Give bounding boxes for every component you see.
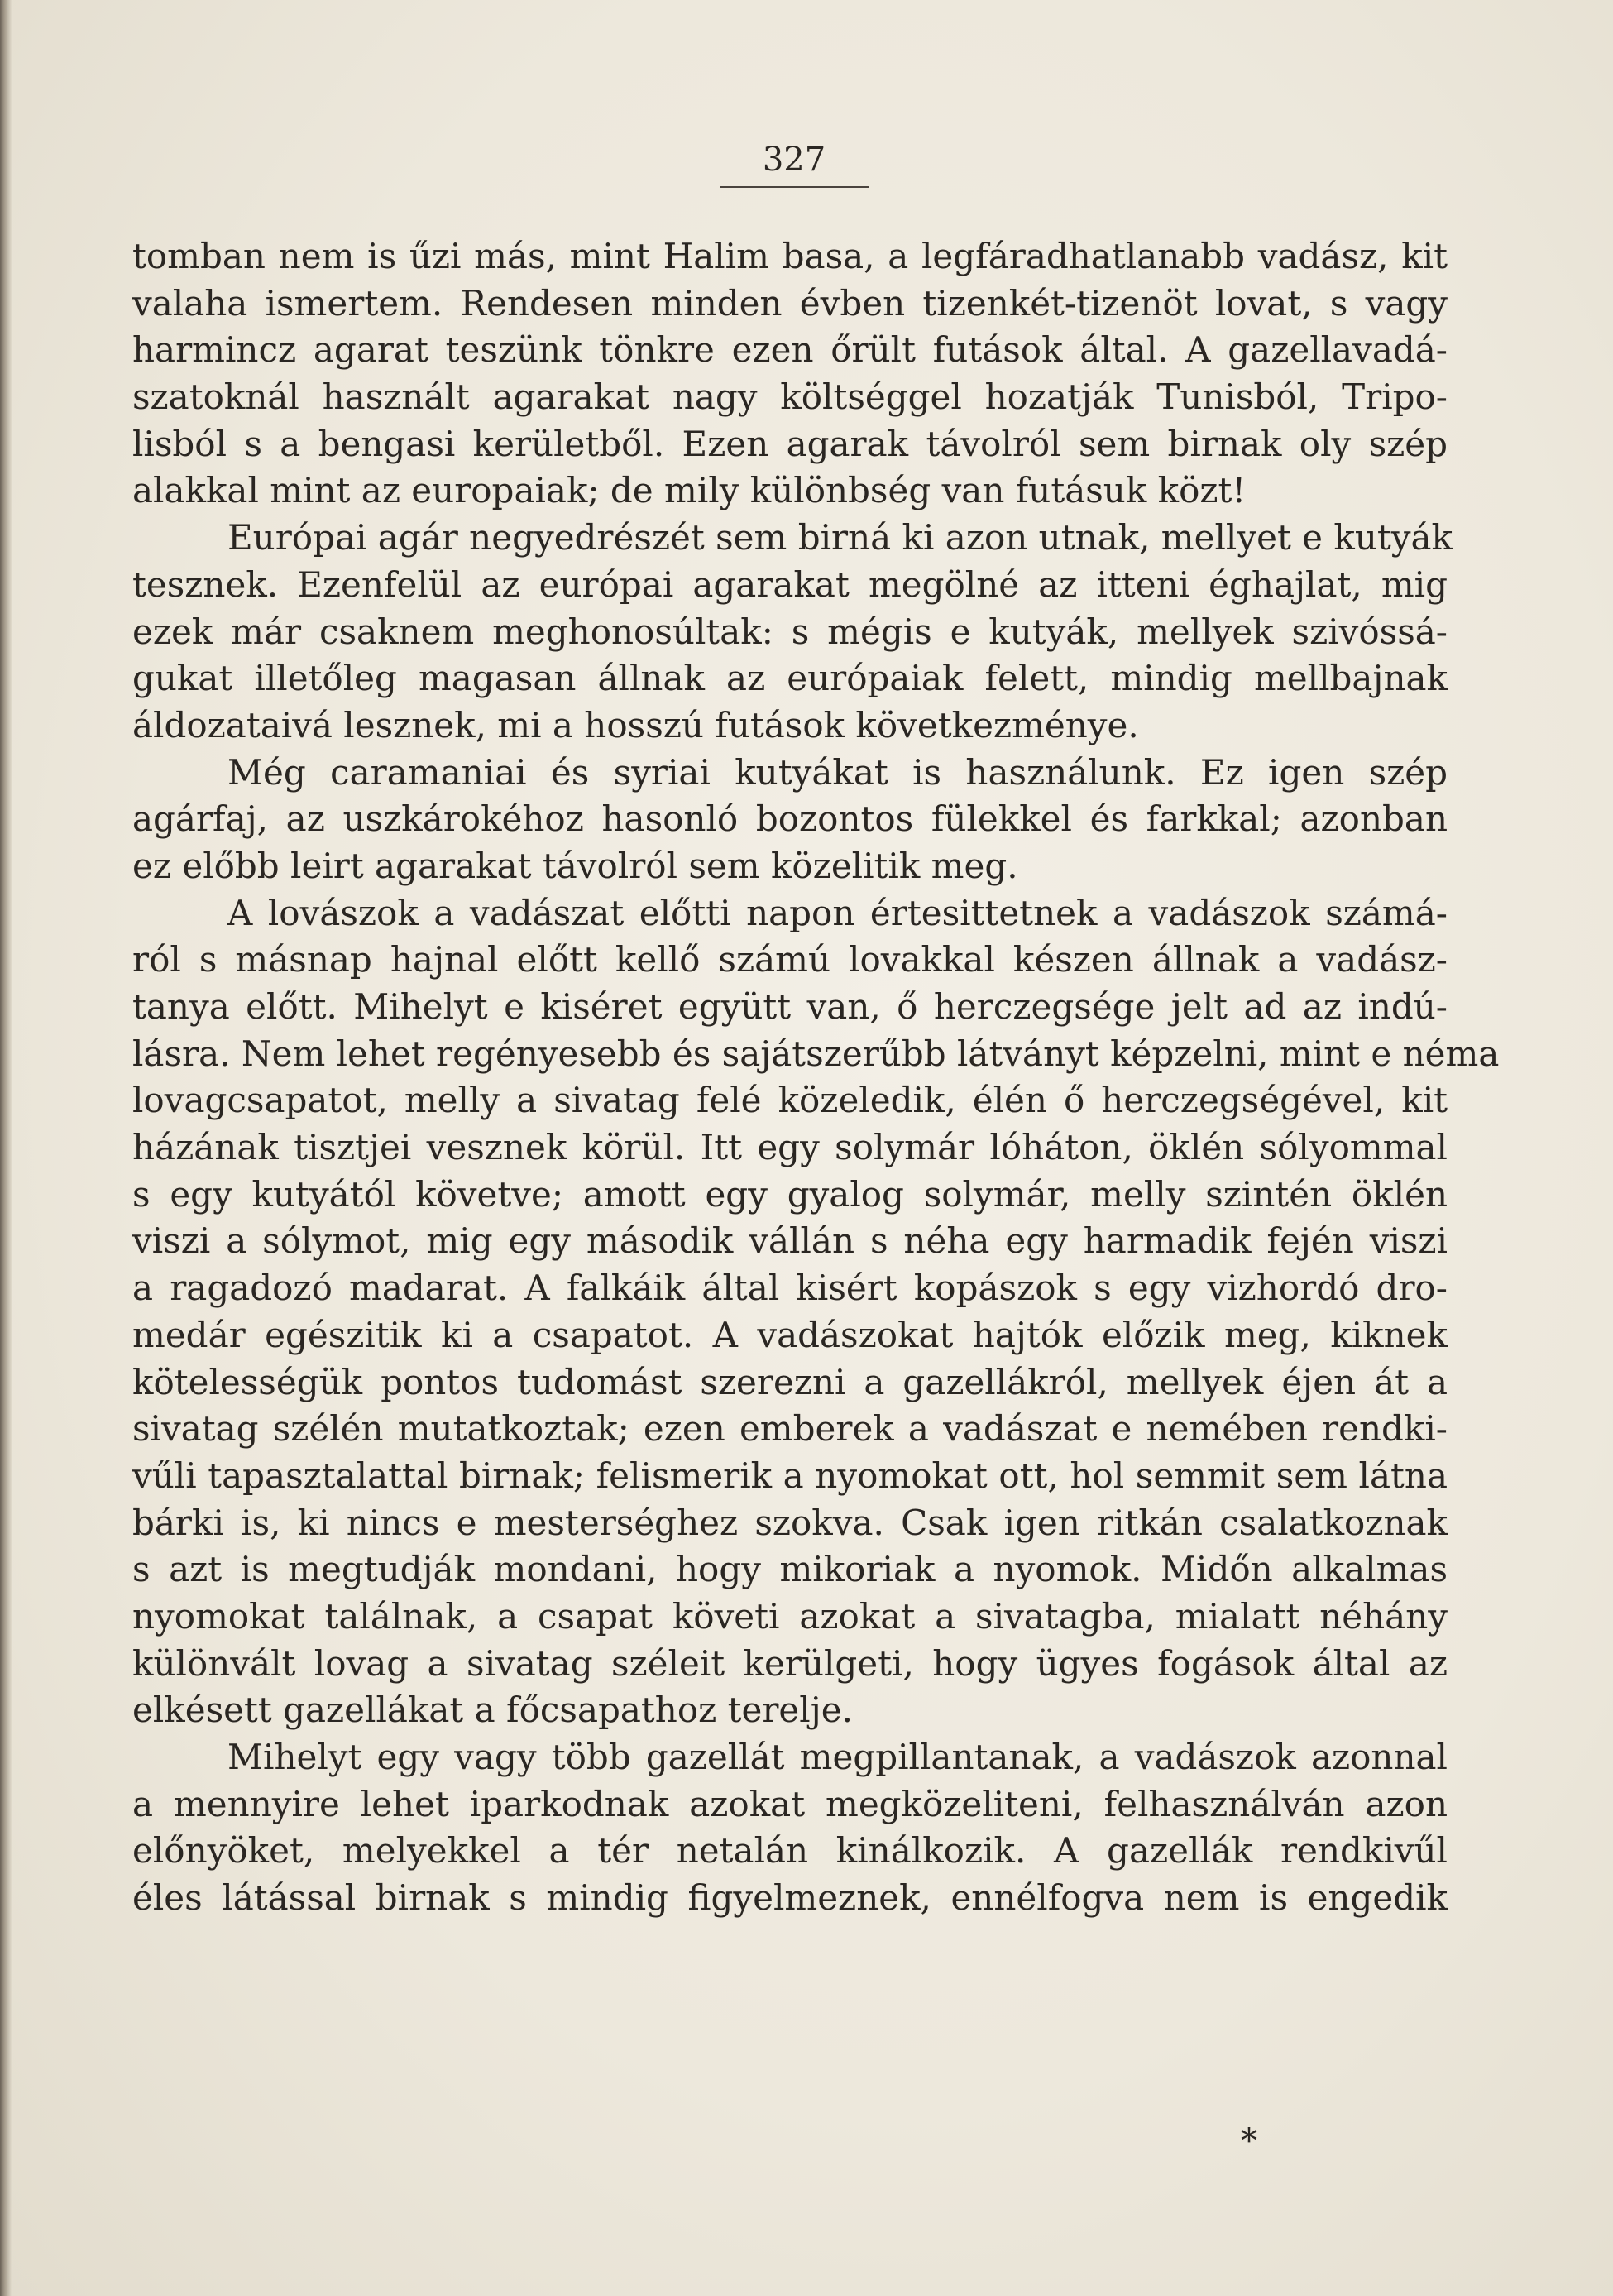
text-line: éles látással birnak s mindig figyelmeznek, ennélfogva nem is engedik xyxy=(132,1877,1448,1919)
text-line: szatoknál használt agarakat nagy költséggel hozatják Tunisból, Tripo- xyxy=(132,376,1448,418)
page-number-rule xyxy=(720,186,869,188)
body-text xyxy=(132,233,1500,1922)
text-line: bárki is, ki nincs e mesterséghez szokva. Csak igen ritkán csalatkoznak xyxy=(132,1502,1448,1543)
text-line: tomban nem is űzi más, mint Halim basa, a legfáradhatlanabb vadász, kit xyxy=(132,236,1448,276)
text-line: agárfaj, az uszkárokéhoz hasonló bozontos fülekkel és farkkal; azonban xyxy=(132,798,1448,840)
text-line: elkésett gazellákat a főcsapathoz terelje. xyxy=(132,1690,853,1731)
text-line: Mihelyt egy vagy több gazellát megpillantanak, a vadászok azonnal xyxy=(227,1737,1448,1777)
text-line: A lovászok a vadászat előtti napon értesittetnek a vadászok számá- xyxy=(227,892,1448,933)
text-line: valaha ismertem. Rendesen minden évben tizenkét-tizenöt lovat, s vagy xyxy=(132,282,1448,324)
text-line: medár egészitik ki a csapatot. A vadászokat hajtók előzik meg, kiknek xyxy=(132,1314,1448,1355)
text-line: házának tisztjei vesznek körül. Itt egy solymár lóháton, öklén sólyommal xyxy=(132,1127,1448,1168)
binding-edge xyxy=(0,0,12,2296)
text-line: lovagcsapatot, melly a sivatag felé közeledik, élén ő herczegségével, kit xyxy=(132,1080,1448,1121)
text-line: vűli tapasztalattal birnak; felismerik a nyomokat ott, hol semmit sem látna xyxy=(132,1455,1448,1496)
text-line: Még caramaniai és syriai kutyákat is használunk. Ez igen szép xyxy=(227,751,1448,793)
text-line: ez előbb leirt agarakat távolról sem közelitik meg. xyxy=(132,845,1018,886)
text-line: áldozataivá lesznek, mi a hosszú futások következménye. xyxy=(132,704,1139,745)
page-number: 327 xyxy=(762,141,826,179)
text-line: a mennyire lehet iparkodnak azokat megközeliteni, felhasználván azon xyxy=(132,1783,1448,1824)
text-line: sivatag szélén mutatkoztak; ezen emberek a vadászat e nemében rendki- xyxy=(132,1408,1448,1450)
text-line: s egy kutyától követve; amott egy gyalog solymár, melly szintén öklén xyxy=(132,1173,1448,1215)
text-line: Európai agár negyedrészét sem birná ki azon utnak, mellyet e kutyák xyxy=(227,517,1453,558)
text-line: tesznek. Ezenfelül az európai agarakat megölné az itteni éghajlat, mig xyxy=(132,563,1448,605)
text-line: lásra. Nem lehet regényesebb és sajátszerűbb látványt képzelni, mint e néma xyxy=(132,1033,1500,1074)
text-line: különvált lovag a sivatag széleit kerülgeti, hogy ügyes fogások által az xyxy=(132,1642,1448,1684)
text-line: előnyöket, melyekkel a tér netalán kinálkozik. A gazellák rendkivűl xyxy=(132,1830,1448,1872)
text-line: ezek már csaknem meghonosúltak: s mégis e kutyák, mellyek szivóssá- xyxy=(132,611,1448,652)
signature-mark: * xyxy=(1241,2122,1257,2160)
text-line: harmincz agarat teszünk tönkre ezen őrült futások által. A gazellavadá- xyxy=(132,329,1448,371)
text-line: nyomokat találnak, a csapat követi azokat a sivatagba, mialatt néhány xyxy=(132,1595,1448,1637)
text-line: tanya előtt. Mihelyt e kiséret együtt van, ő herczegsége jelt ad az indú- xyxy=(132,986,1448,1027)
text-line: viszi a sólymot, mig egy második vállán s néha egy harmadik fején viszi xyxy=(132,1220,1448,1262)
text-line: ról s másnap hajnal előtt kellő számú lovakkal készen állnak a vadász- xyxy=(132,939,1448,980)
text-line: a ragadozó madarat. A falkáik által kisért kopászok s egy vizhordó dro- xyxy=(132,1268,1448,1309)
text-line: alakkal mint az europaiak; de mily különbség van futásuk közt! xyxy=(132,470,1247,511)
text-line: gukat illetőleg magasan állnak az európaiak felett, mindig mellbajnak xyxy=(132,658,1448,699)
text-line: lisból s a bengasi kerületből. Ezen agarak távolról sem birnak oly szép xyxy=(132,423,1448,464)
text-line: kötelességük pontos tudomást szerezni a gazellákról, mellyek éjen át a xyxy=(132,1361,1448,1402)
text-line: s azt is megtudják mondani, hogy mikoriak a nyomok. Midőn alkalmas xyxy=(132,1549,1448,1590)
